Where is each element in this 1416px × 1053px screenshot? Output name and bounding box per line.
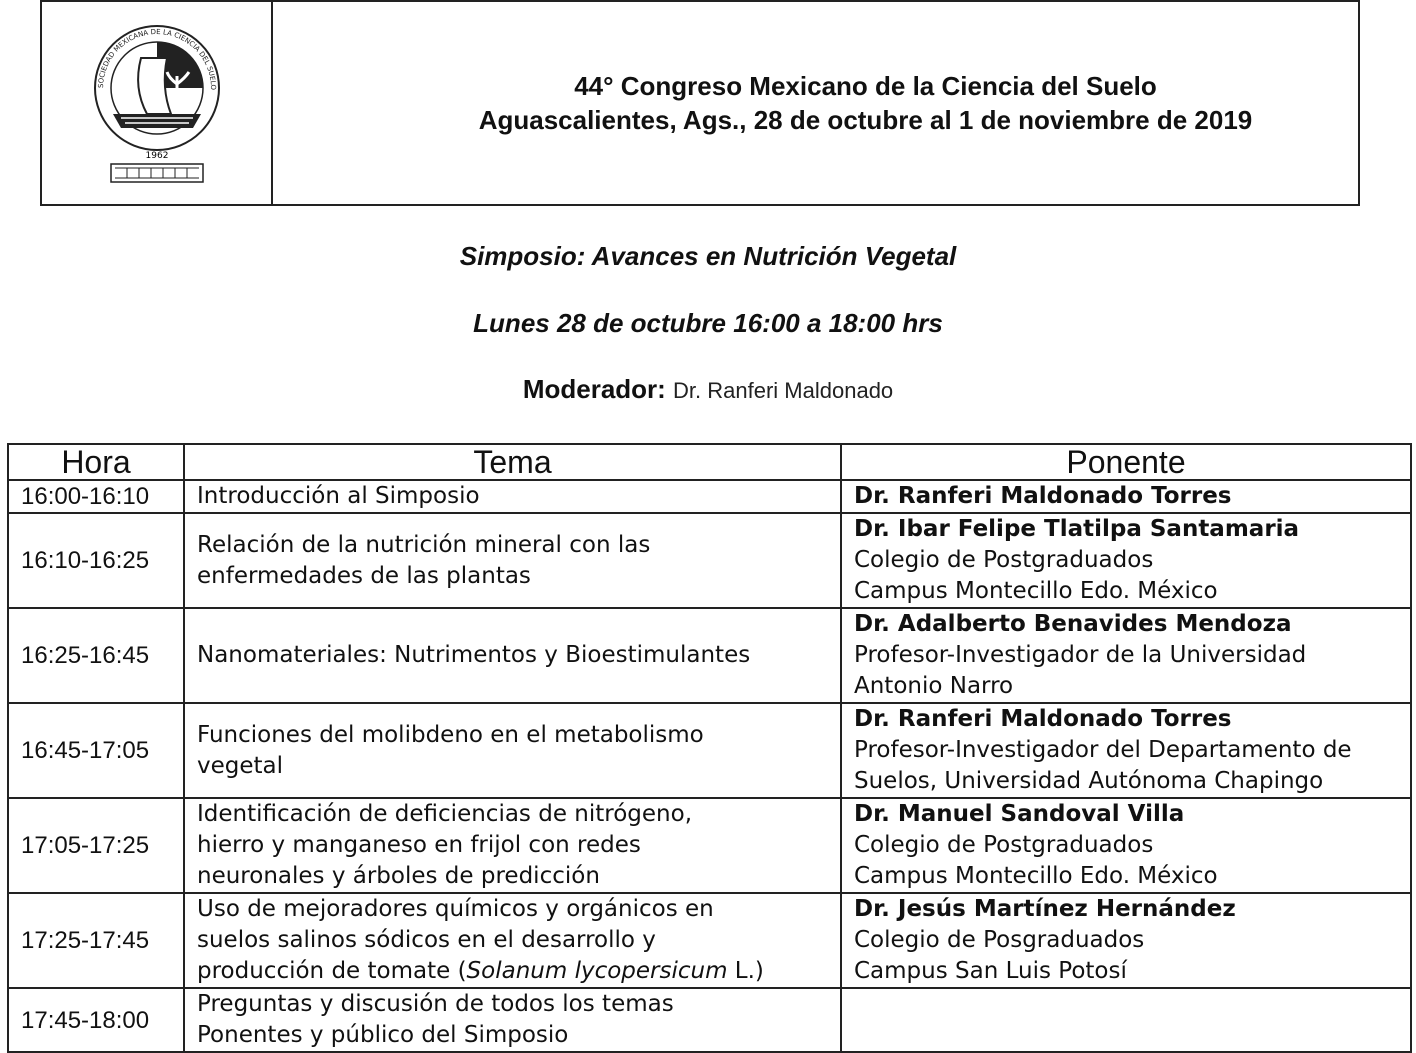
congress-title — [273, 2, 1358, 204]
row-time: 16:10-16:25 — [8, 513, 184, 608]
symposium-title: Simposio: Avances en Nutrición Vegetal — [459, 241, 957, 271]
table-row — [8, 703, 1411, 798]
row-time: 17:25-17:45 — [8, 893, 184, 988]
table-row — [8, 988, 1411, 1052]
row-topic: Nanomateriales: Nutrimentos y Bioestimulantes — [184, 608, 841, 703]
row-topic: Funciones del molibdeno en el metabolismo vegetal — [184, 703, 841, 798]
row-topic: Identificación de deficiencias de nitrógeno, hierro y manganeso en frijol con redes neuronales y árboles de predicción — [184, 798, 841, 893]
schedule-table — [7, 443, 1412, 1053]
logo-year: 1962 — [145, 151, 168, 161]
header-ponente: Ponente — [841, 444, 1411, 480]
row-time: 16:00-16:10 — [8, 480, 184, 513]
header-tema: Tema — [184, 444, 841, 480]
logo-text: SOCIEDAD MEXICANA DE LA CIENCIA DEL SUELO — [96, 27, 217, 91]
row-speaker: Dr. Jesús Martínez Hernández Colegio de Posgraduados Campus San Luis Potosí — [841, 893, 1411, 988]
header-hora: Hora — [8, 444, 184, 480]
row-speaker: Dr. Manuel Sandoval Villa Colegio de Postgraduados Campus Montecillo Edo. México — [841, 798, 1411, 893]
table-row — [8, 798, 1411, 893]
row-speaker: Dr. Ranferi Maldonado Torres — [841, 480, 1411, 513]
row-speaker: Dr. Adalberto Benavides Mendoza Profesor-Investigador de la Universidad Antonio Narro — [841, 608, 1411, 703]
row-speaker: Dr. Ranferi Maldonado Torres Profesor-Investigador del Departamento de Suelos, Universidad Autónoma Chapingo — [841, 703, 1411, 798]
society-logo — [77, 18, 237, 188]
row-topic: Introducción al Simposio — [184, 480, 841, 513]
header-box — [40, 0, 1360, 206]
title-line-1: 44° Congreso Mexicano de la Ciencia del Suelo — [574, 71, 1157, 101]
table-row — [8, 480, 1411, 513]
row-topic: Uso de mejoradores químicos y orgánicos en suelos salinos sódicos en el desarrollo y producción de tomate (Solanum lycopersicum L.) — [184, 893, 841, 988]
row-speaker — [841, 988, 1411, 1052]
date-line: Lunes 28 de octubre 16:00 a 18:00 hrs — [473, 308, 943, 338]
row-topic: Relación de la nutrición mineral con las enfermedades de las plantas — [184, 513, 841, 608]
row-time: 17:45-18:00 — [8, 988, 184, 1052]
species-name: Solanum lycopersicum — [466, 958, 728, 984]
table-row — [8, 608, 1411, 703]
moderator-label: Moderador: — [522, 374, 666, 404]
row-time: 16:25-16:45 — [8, 608, 184, 703]
moderator-name: Dr. Ranferi Maldonado — [673, 378, 894, 403]
table-header-row — [8, 444, 1411, 480]
row-speaker: Dr. Ibar Felipe Tlatilpa Santamaria Colegio de Postgraduados Campus Montecillo Edo. México — [841, 513, 1411, 608]
row-topic: Preguntas y discusión de todos los temas Ponentes y público del Simposio — [184, 988, 841, 1052]
row-time: 16:45-17:05 — [8, 703, 184, 798]
table-row — [8, 893, 1411, 988]
table-row — [8, 513, 1411, 608]
moderator-line — [0, 374, 1416, 405]
title-line-2: Aguascalientes, Ags., 28 de octubre al 1 de noviembre de 2019 — [478, 105, 1253, 135]
logo-cell — [42, 2, 273, 204]
row-time: 17:05-17:25 — [8, 798, 184, 893]
